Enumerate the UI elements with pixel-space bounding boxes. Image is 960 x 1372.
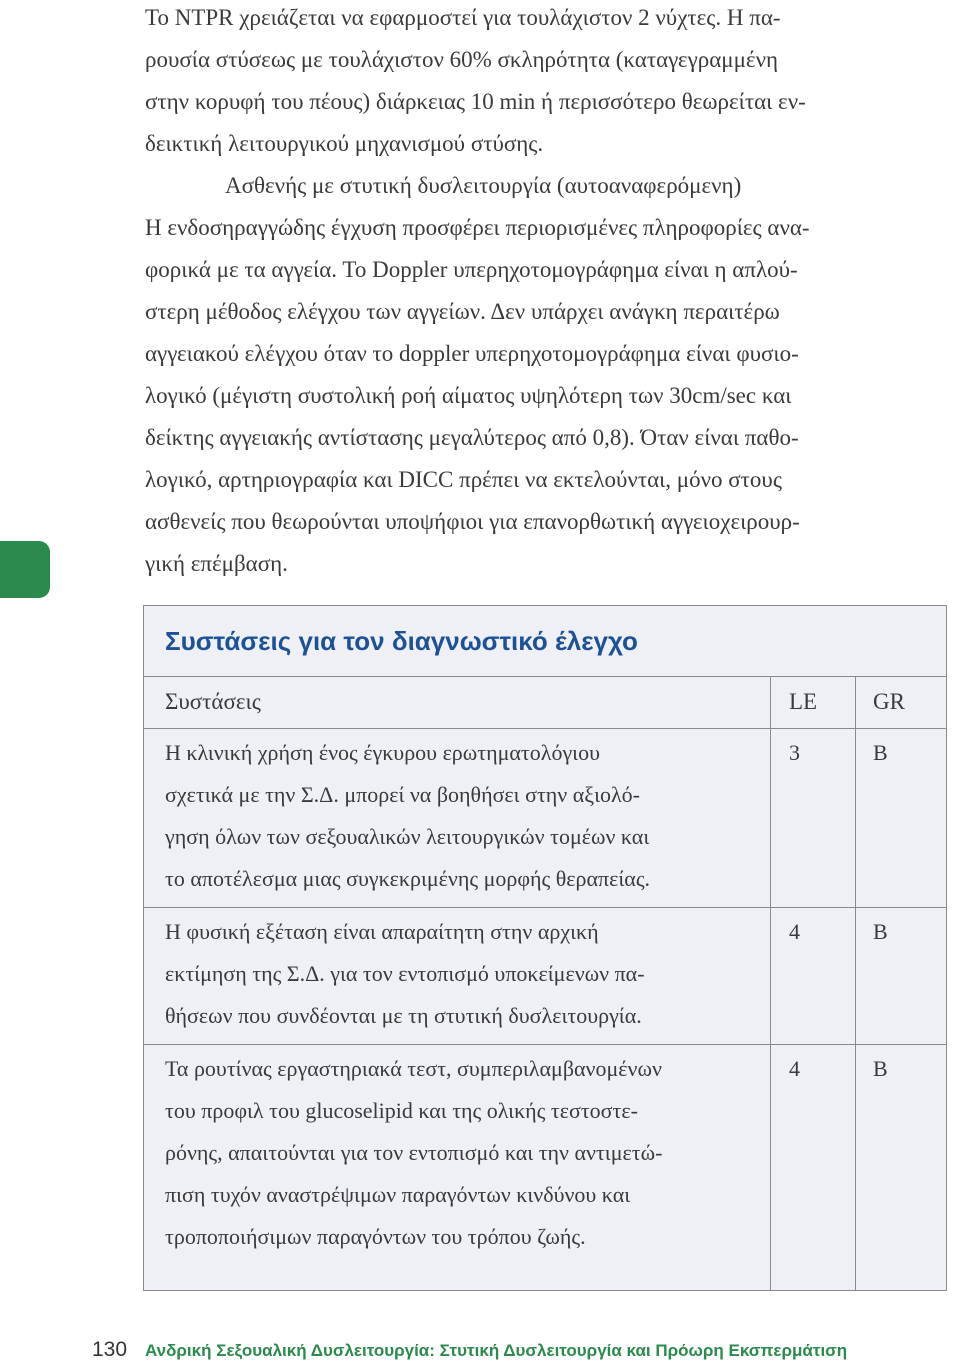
table-row	[144, 728, 946, 907]
gr-cell	[855, 729, 946, 907]
le-value: 4	[789, 1056, 800, 1081]
table-row	[144, 907, 946, 1044]
table-row	[144, 1044, 946, 1290]
gr-value: B	[873, 740, 888, 765]
recommendation-cell	[144, 908, 770, 1044]
recommendation-line: σχετικά με την Σ.Δ. μπορεί να βοηθήσει στην αξιολό-	[165, 782, 640, 807]
recommendations-title: Συστάσεις για τον διαγνωστικό έλεγχο	[165, 625, 638, 656]
body-line: στερη μέθοδος ελέγχου των αγγείων. Δεν υπάρχει ανάγκη περαιτέρω	[145, 299, 780, 324]
recommendation-line: ρόνης, απαιτούνται για τον εντοπισμό και την αντιμετώ-	[165, 1140, 663, 1165]
gr-value: B	[873, 919, 888, 944]
body-line: στην κορυφή του πέους) διάρκειας 10 min ή περισσότερο θεωρείται εν-	[145, 89, 806, 114]
recommendation-line: θήσεων που συνδέονται με τη στυτική δυσλειτουργία.	[165, 1003, 642, 1028]
body-line: αγγειακού ελέγχου όταν το doppler υπερηχοτομογράφημα είναι φυσιο-	[145, 341, 799, 366]
recommendation-line: του προφιλ του glucoselipid και της ολικής τεστοστε-	[165, 1098, 638, 1123]
recommendation-line: Τα ρουτίνας εργαστηριακά τεστ, συμπεριλαμβανομένων	[165, 1056, 662, 1081]
le-cell	[770, 729, 855, 907]
body-line: γική επέμβαση.	[145, 551, 288, 576]
recommendations-table	[143, 605, 947, 1291]
running-title: Ανδρική Σεξουαλική Δυσλειτουργία: Στυτική Δυσλειτουργία και Πρόωρη Εκσπερμάτιση	[145, 1341, 848, 1360]
body-line: Το NTPR χρειάζεται να εφαρμοστεί για τουλάχιστον 2 νύχτες. Η πα-	[145, 5, 781, 30]
body-line: φορικά με τα αγγεία. Το Doppler υπερηχοτομογράφημα είναι η απλού-	[145, 257, 798, 282]
header-le: LE	[770, 677, 855, 728]
section-tab	[0, 541, 50, 598]
body-subheading: Ασθενής με στυτική δυσλειτουργία (αυτοαναφερόμενη)	[225, 173, 742, 198]
body-line: ρουσία στύσεως με τουλάχιστον 60% σκληρότητα (καταγεγραμμένη	[145, 47, 779, 72]
page-number: 130	[92, 1338, 128, 1361]
recommendation-line: Η κλινική χρήση ένος έγκυρου ερωτηματολόγιου	[165, 740, 600, 765]
header-gr: GR	[855, 677, 946, 728]
recommendation-line: γηση όλων των σεξουαλικών λειτουργικών τομέων και	[165, 824, 650, 849]
body-text	[145, 0, 810, 585]
le-cell	[770, 908, 855, 1044]
body-line: δεικτική λειτουργικού μηχανισμού στύσης.	[145, 131, 544, 156]
gr-cell	[855, 908, 946, 1044]
recommendation-line: το αποτέλεσμα μιας συγκεκριμένης μορφής θεραπείας.	[165, 866, 651, 891]
le-value: 4	[789, 919, 800, 944]
recommendation-line: πιση τυχόν αναστρέψιμων παραγόντων κινδύνου και	[165, 1182, 631, 1207]
body-line: λογικό (μέγιστη συστολική ροή αίματος υψηλότερη των 30cm/sec και	[145, 383, 792, 408]
recommendation-cell	[144, 729, 770, 907]
recommendation-line: Η φυσική εξέταση είναι απαραίτητη στην αρχική	[165, 919, 599, 944]
body-line: Η ενδοσηραγγώδης έγχυση προσφέρει περιορισμένες πληροφορίες ανα-	[145, 215, 810, 240]
recommendation-cell	[144, 1045, 770, 1290]
recommendation-line: εκτίμηση της Σ.Δ. για τον εντοπισμό υποκείμενων πα-	[165, 961, 645, 986]
body-line: ασθενείς που θεωρούνται υποψήφιοι για επανορθωτική αγγειοχειρουρ-	[145, 509, 800, 534]
gr-cell	[855, 1045, 946, 1290]
le-cell	[770, 1045, 855, 1290]
body-line: λογικό, αρτηριογραφία και DICC πρέπει να εκτελούνται, μόνο στους	[145, 467, 782, 492]
body-line: δείκτης αγγειακής αντίστασης μεγαλύτερος από 0,8). Όταν είναι παθο-	[145, 425, 799, 450]
le-value: 3	[789, 740, 800, 765]
header-recommendation: Συστάσεις	[165, 689, 261, 714]
recommendation-line: τροποποιήσιμων παραγόντων του τρόπου ζωής.	[165, 1224, 586, 1249]
table-header-row	[144, 676, 946, 728]
gr-value: B	[873, 1056, 888, 1081]
